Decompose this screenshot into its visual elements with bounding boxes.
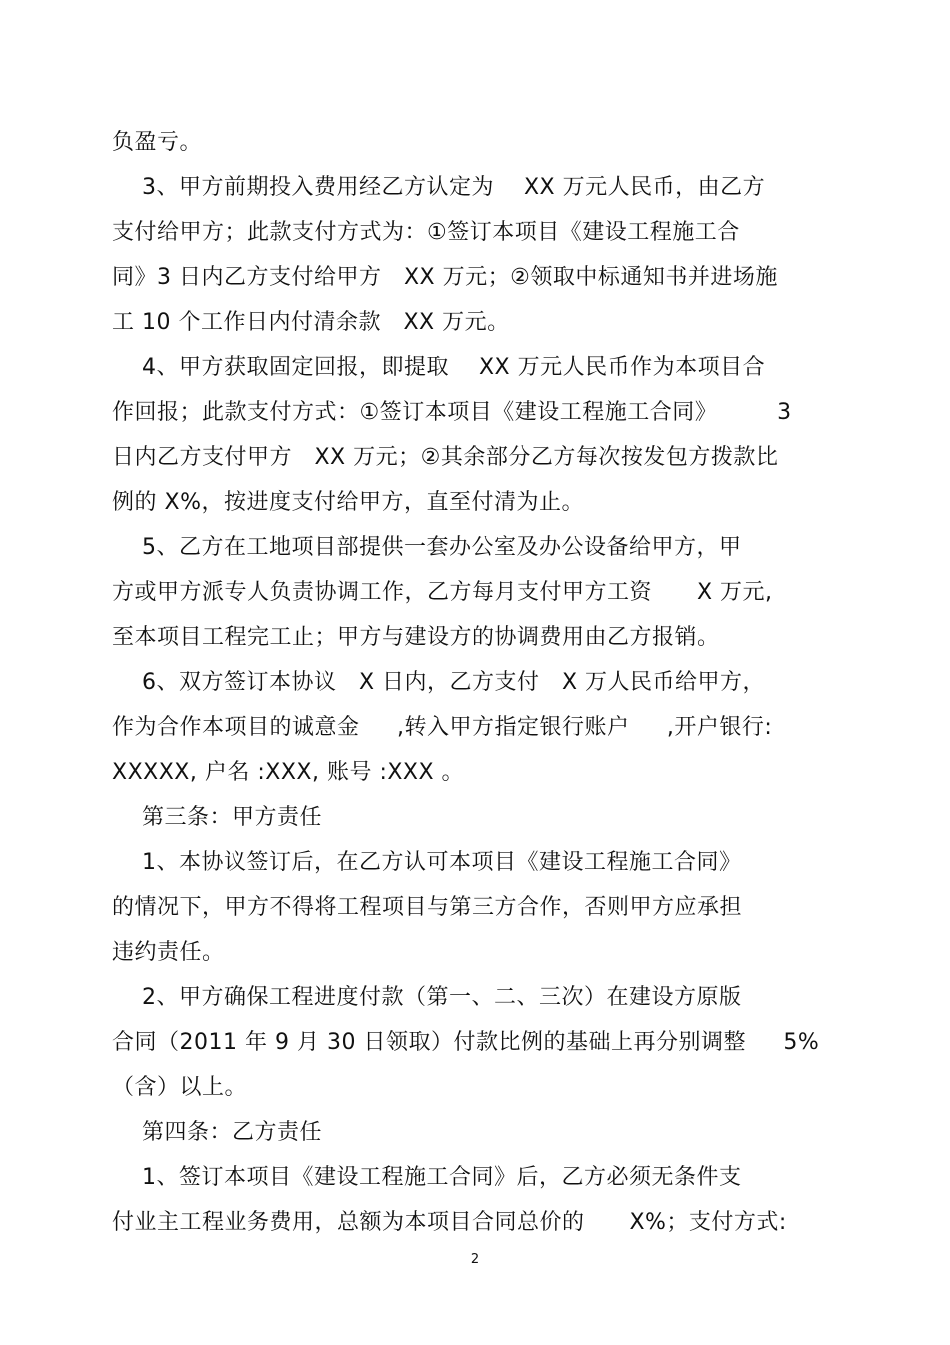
text-line-24: 1、签订本项目《建设工程施工合同》后，乙方必须无条件支 <box>112 1165 742 1190</box>
text-line-10: 5、乙方在工地项目部提供一套办公室及办公设备给甲方，甲 <box>112 535 742 560</box>
text-line-5: 工 10 个工作日内付清余款 XX 万元。 <box>112 310 510 335</box>
text-line-3: 支付给甲方；此款支付方式为：①签订本项目《建设工程施工合 <box>112 220 740 245</box>
page-number: 2 <box>470 1252 480 1267</box>
text-line-1: 负盈亏。 <box>112 130 203 155</box>
text-line-12: 至本项目工程完工止；甲方与建设方的协调费用由乙方报销。 <box>112 625 720 650</box>
text-line-6: 4、甲方获取固定回报，即提取 XX 万元人民币作为本项目合 <box>112 355 766 380</box>
text-line-25: 付业主工程业务费用，总额为本项目合同总价的 X%；支付方式: <box>112 1210 787 1235</box>
text-line-9: 例的 X%，按进度支付给甲方，直至付清为止。 <box>112 490 584 515</box>
text-line-22: （含）以上。 <box>112 1075 248 1100</box>
text-line-20: 2、甲方确保工程进度付款（第一、二、三次）在建设方原版 <box>112 985 742 1010</box>
text-line-11: 方或甲方派专人负责协调工作，乙方每月支付甲方工资 X 万元, <box>112 580 773 605</box>
text-line-14: 作为合作本项目的诚意金 ,转入甲方指定银行账户 ,开户银行: <box>112 715 773 740</box>
section-heading-4: 第四条：乙方责任 <box>112 1120 322 1145</box>
text-line-17: 1、本协议签订后，在乙方认可本项目《建设工程施工合同》 <box>112 850 742 875</box>
text-line-4: 同》3 日内乙方支付给甲方 XX 万元；②领取中标通知书并进场施 <box>112 265 778 290</box>
text-line-2: 3、甲方前期投入费用经乙方认定为 XX 万元人民币，由乙方 <box>112 175 766 200</box>
text-line-8: 日内乙方支付甲方 XX 万元；②其余部分乙方每次按发包方拨款比 <box>112 445 779 470</box>
text-line-18: 的情况下，甲方不得将工程项目与第三方合作，否则甲方应承担 <box>112 895 743 920</box>
text-line-15: XXXXX, 户名 :XXX, 账号 :XXX 。 <box>112 760 465 785</box>
text-line-7: 作回报；此款支付方式：①签订本项目《建设工程施工合同》 3 <box>112 400 792 425</box>
text-line-21: 合同（2011 年 9 月 30 日领取）付款比例的基础上再分别调整 5% <box>112 1030 820 1055</box>
text-line-19: 违约责任。 <box>112 940 225 965</box>
section-heading-3: 第三条：甲方责任 <box>112 805 322 830</box>
text-line-13: 6、双方签订本协议 X 日内，乙方支付 X 万人民币给甲方， <box>112 670 766 695</box>
